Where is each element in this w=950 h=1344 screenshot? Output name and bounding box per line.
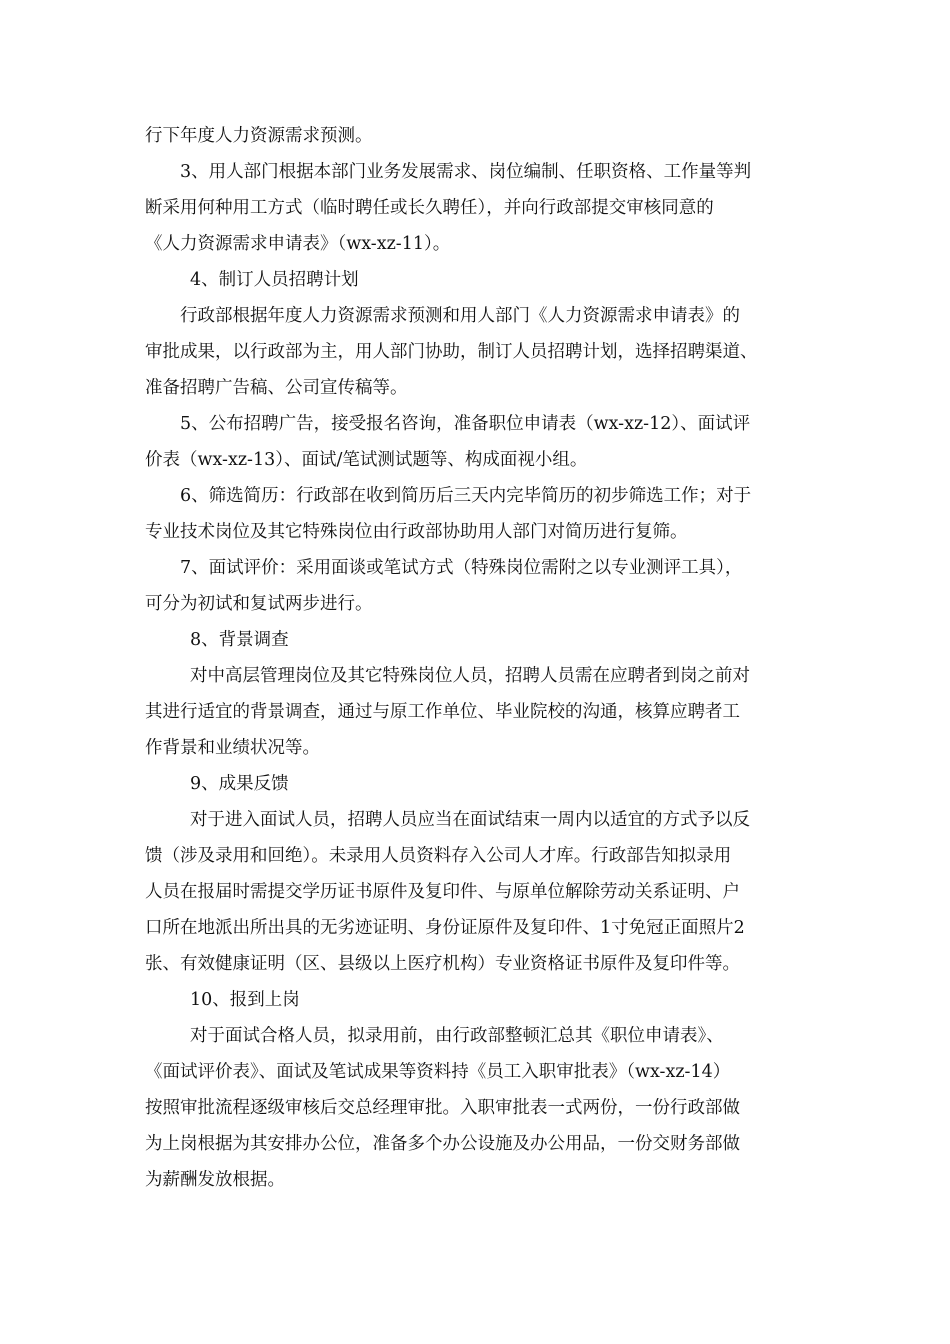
paragraph-line: 口所在地派出所出具的无劣迹证明、身份证原件及复印件、1寸免冠正面照片2 xyxy=(145,918,745,938)
paragraph-line: 3、用人部门根据本部门业务发展需求、岗位编制、任职资格、工作量等判 xyxy=(180,162,752,182)
paragraph-line: 对于进入面试人员，招聘人员应当在面试结束一周内以适宜的方式予以反 xyxy=(190,810,750,830)
paragraph-line: 行政部根据年度人力资源需求预测和用人部门《人力资源需求申请表》的 xyxy=(180,306,740,326)
paragraph-line: 馈（涉及录用和回绝）。未录用人员资料存入公司人才库。行政部告知拟录用 xyxy=(145,846,732,866)
paragraph-line: 行下年度人力资源需求预测。 xyxy=(145,126,373,146)
paragraph-line: 对中高层管理岗位及其它特殊岗位人员，招聘人员需在应聘者到岗之前对 xyxy=(190,666,750,686)
paragraph-line: 7、面试评价：采用面谈或笔试方式（特殊岗位需附之以专业测评工具）， xyxy=(180,558,743,578)
paragraph-line: 5、公布招聘广告，接受报名咨询，准备职位申请表（wx-xz-12）、面试评 xyxy=(180,414,751,434)
paragraph-line: 张、有效健康证明（区、县级以上医疗机构）专业资格证书原件及复印件等。 xyxy=(145,954,740,974)
paragraph-line: 准备招聘广告稿、公司宣传稿等。 xyxy=(145,378,408,398)
paragraph-line: 人员在报届时需提交学历证书原件及复印件、与原单位解除劳动关系证明、户 xyxy=(145,882,740,902)
paragraph-line: 《人力资源需求申请表》（wx-xz-11）。 xyxy=(145,234,451,254)
section-heading: 10、报到上岗 xyxy=(190,990,300,1010)
paragraph-line: 《面试评价表》、面试及笔试成果等资料持《员工入职审批表》（wx-xz-14） xyxy=(145,1062,731,1082)
section-heading: 4、制订人员招聘计划 xyxy=(190,270,359,290)
paragraph-line: 专业技术岗位及其它特殊岗位由行政部协助用人部门对简历进行复筛。 xyxy=(145,522,688,542)
paragraph-line: 对于面试合格人员，拟录用前，由行政部整顿汇总其《职位申请表》、 xyxy=(190,1026,724,1046)
paragraph-line: 为上岗根据为其安排办公位，准备多个办公设施及办公用品，一份交财务部做 xyxy=(145,1134,740,1154)
paragraph-line: 其进行适宜的背景调查，通过与原工作单位、毕业院校的沟通，核算应聘者工 xyxy=(145,702,740,722)
paragraph-line: 6、筛选简历：行政部在收到简历后三天内完毕简历的初步筛选工作；对于 xyxy=(180,486,752,506)
paragraph-line: 价表（wx-xz-13）、面试/笔试测试题等、构成面视小组。 xyxy=(145,450,588,470)
paragraph-line: 断采用何种用工方式（临时聘任或长久聘任），并向行政部提交审核同意的 xyxy=(145,198,714,218)
section-heading: 8、背景调查 xyxy=(190,630,289,650)
paragraph-line: 为薪酬发放根据。 xyxy=(145,1170,285,1190)
section-heading: 9、成果反馈 xyxy=(190,774,289,794)
paragraph-line: 作背景和业绩状况等。 xyxy=(145,738,320,758)
paragraph-line: 可分为初试和复试两步进行。 xyxy=(145,594,373,614)
paragraph-line: 按照审批流程逐级审核后交总经理审批。入职审批表一式两份，一份行政部做 xyxy=(145,1098,740,1118)
paragraph-line: 审批成果，以行政部为主，用人部门协助，制订人员招聘计划，选择招聘渠道、 xyxy=(145,342,758,362)
